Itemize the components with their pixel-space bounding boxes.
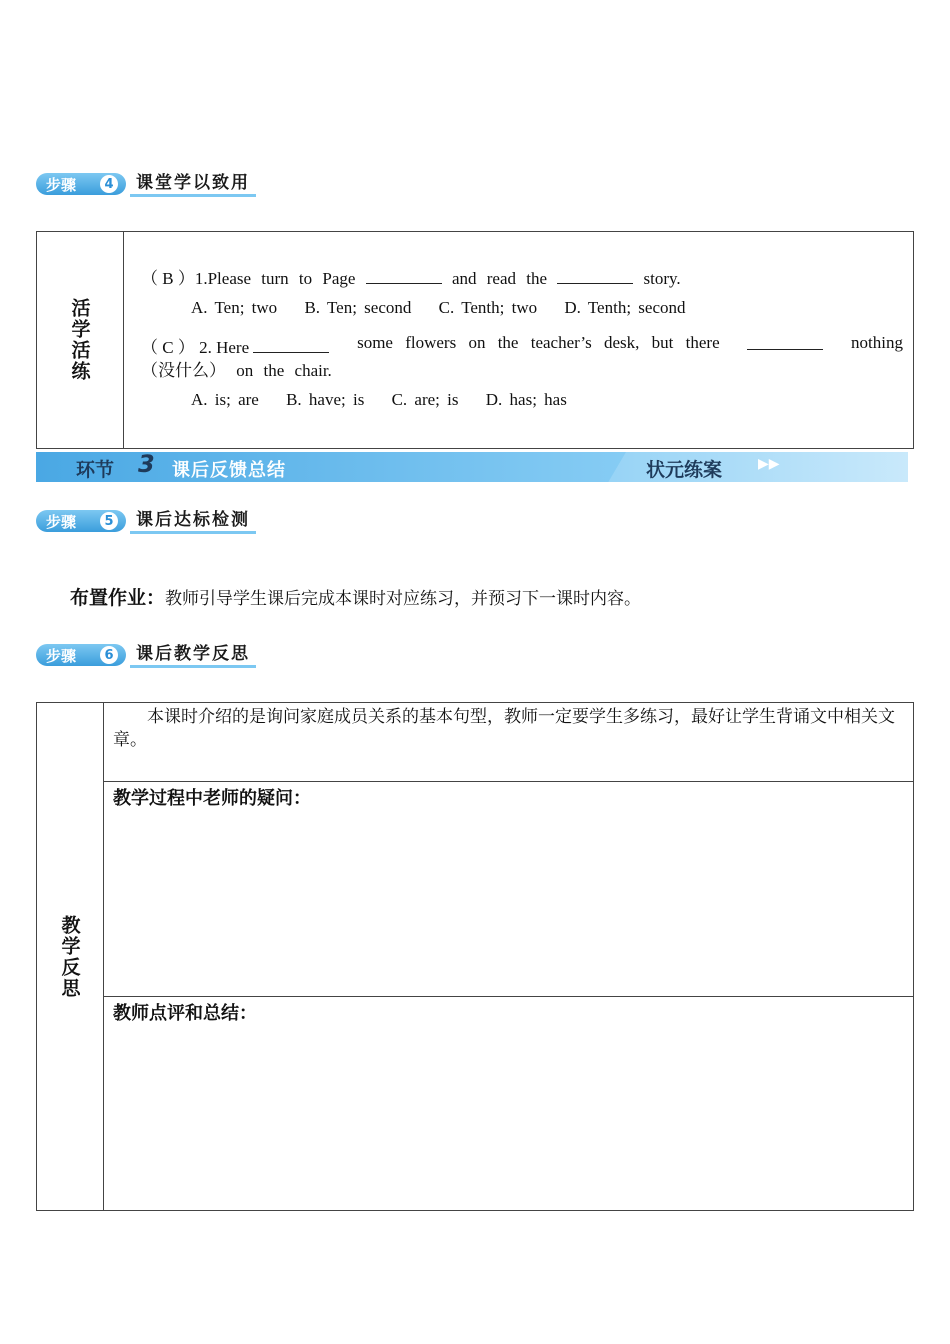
q2-option-b: B. have; is <box>286 390 365 409</box>
q2-blank-1 <box>253 336 329 353</box>
q1-blank-1 <box>366 267 442 284</box>
step-title: 课堂学以致用 <box>130 172 256 197</box>
step-title: 课后教学反思 <box>130 643 256 668</box>
band-right-label: 状元练案 <box>646 459 723 481</box>
band-title: 课后反馈总结 <box>172 460 286 481</box>
q1-text-2: and read the <box>451 269 548 288</box>
question-2-line-2 <box>141 356 332 381</box>
step-number: 6 <box>100 646 118 664</box>
reflection-intro-cell <box>103 703 913 782</box>
step-label: 步骤 <box>46 175 77 194</box>
step-label: 步骤 <box>46 646 77 665</box>
q1-option-c: C. Tenth; two <box>438 298 538 317</box>
step-4-banner <box>36 171 256 197</box>
reflection-side-cell <box>37 703 104 1210</box>
q2-text-1: 2. Here <box>199 338 250 357</box>
step-6-banner <box>36 642 256 668</box>
practice-table <box>36 231 914 449</box>
section-band <box>36 452 908 482</box>
reflection-side-label: 教学反思 <box>58 914 81 999</box>
question-1 <box>141 264 681 289</box>
q1-option-d: D. Tenth; second <box>564 298 686 317</box>
step-5-banner <box>36 508 256 534</box>
q2-answer: （ C ） <box>141 338 195 357</box>
homework-text: 教师引导学生课后完成本课时对应练习，并预习下一课时内容。 <box>165 589 642 608</box>
practice-side-cell <box>37 232 124 448</box>
double-arrow-icon: ▶▶ <box>758 457 780 472</box>
step-pill <box>36 173 126 195</box>
q2-blank-2 <box>747 333 823 350</box>
q1-blank-2 <box>557 267 633 284</box>
q1-options <box>191 298 706 318</box>
q2-option-c: C. are; is <box>391 390 459 409</box>
q2-options <box>191 390 587 410</box>
homework <box>70 583 641 610</box>
teacher-review-label: 教师点评和总结： <box>113 1003 257 1024</box>
step-pill <box>36 644 126 666</box>
step-number: 4 <box>100 175 118 193</box>
band-left-label: 环节 <box>76 459 115 481</box>
q2-line-2: （没什么） on the chair. <box>141 361 332 380</box>
q1-text-3: story. <box>643 269 681 288</box>
q1-option-b: B. Ten; second <box>304 298 412 317</box>
q1-answer: （ B ） <box>141 269 195 288</box>
band-segment <box>36 452 626 482</box>
step-number: 5 <box>100 512 118 530</box>
reflection-table <box>36 702 914 1211</box>
step-title: 课后达标检测 <box>130 509 256 534</box>
q1-text-1: 1.Please turn to Page <box>194 269 356 288</box>
teacher-doubts-cell <box>103 782 913 997</box>
q1-option-a: A. Ten; two <box>191 298 278 317</box>
teacher-review-cell <box>103 997 913 1210</box>
practice-side-label: 活学活练 <box>68 298 91 382</box>
q2-option-d: D. has; has <box>485 390 567 409</box>
step-label: 步骤 <box>46 512 77 531</box>
reflection-intro-text: 本课时介绍的是询问家庭成员关系的基本句型，教师一定要学生多练习，最好让学生背诵文中相关文章。 <box>113 707 895 749</box>
teacher-doubts-label: 教学过程中老师的疑问： <box>113 788 311 809</box>
q2-option-a: A. is; are <box>191 390 259 409</box>
question-2 <box>141 333 903 358</box>
q2-text-2: some flowers on the teacher’s desk, but there <box>357 333 720 352</box>
step-pill <box>36 510 126 532</box>
band-number: 3 <box>138 450 155 478</box>
q2-text-3: nothing <box>851 333 903 352</box>
homework-label: 布置作业： <box>70 587 166 609</box>
